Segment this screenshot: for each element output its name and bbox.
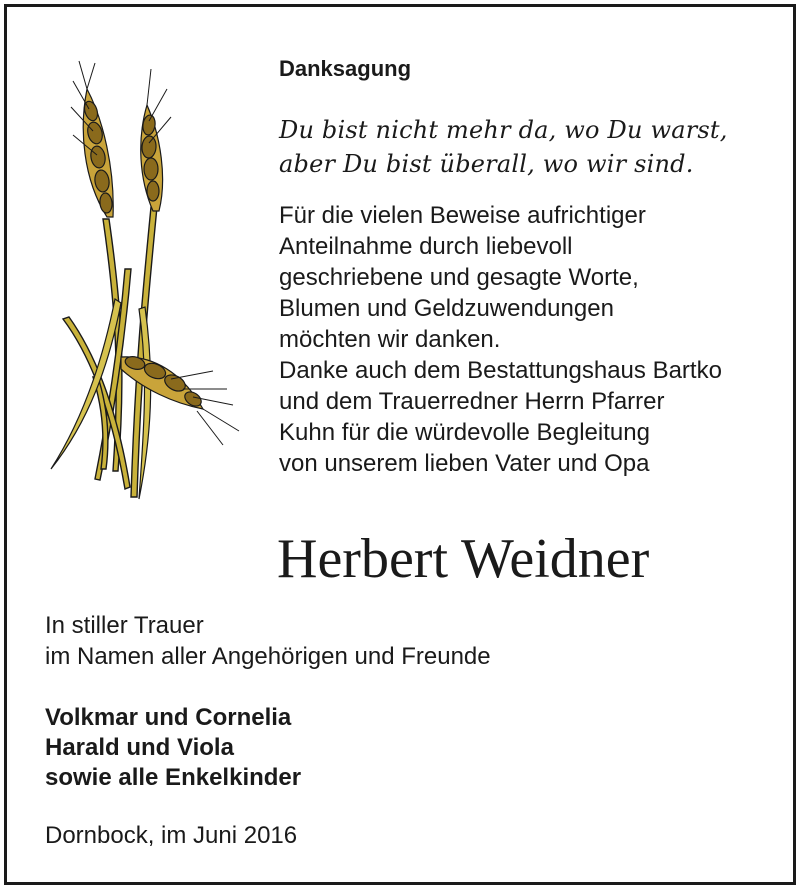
thanks-line: möchten wir danken. xyxy=(279,326,501,353)
mourning-line: In stiller Trauer xyxy=(45,612,204,639)
deceased-name: Herbert Weidner xyxy=(277,528,650,590)
thanks-line: und dem Trauerredner Herrn Pfarrer xyxy=(279,388,665,415)
obituary-notice xyxy=(4,4,796,885)
family-line: Harald und Viola xyxy=(45,734,234,761)
heading-danksagung: Danksagung xyxy=(279,56,412,81)
mourning-text xyxy=(45,610,491,672)
thanks-line: Blumen und Geldzuwendungen xyxy=(279,295,614,322)
thanks-line: Für die vielen Beweise aufrichtiger xyxy=(279,202,646,229)
thanks-line: von unserem lieben Vater und Opa xyxy=(279,450,650,477)
thanks-paragraph xyxy=(279,200,722,479)
thanks-line: Anteilnahme durch liebevoll xyxy=(279,233,573,260)
quote-line: Du bist nicht mehr da, wo Du warst, xyxy=(279,116,728,144)
quote-line: aber Du bist überall, wo wir sind. xyxy=(279,150,694,178)
thanks-line: Kuhn für die würdevolle Begleitung xyxy=(279,419,650,446)
thanks-line: geschriebene und gesagte Worte, xyxy=(279,264,639,291)
thanks-line: Danke auch dem Bestattungshaus Bartko xyxy=(279,357,722,384)
memorial-quote xyxy=(279,113,728,181)
family-line: Volkmar und Cornelia xyxy=(45,704,292,731)
family-line: sowie alle Enkelkinder xyxy=(45,764,302,791)
mourning-line: im Namen aller Angehörigen und Freunde xyxy=(45,643,491,670)
family-signatures xyxy=(45,703,301,793)
place-date: Dornbock, im Juni 2016 xyxy=(45,822,298,849)
wheat-ears-icon xyxy=(43,59,243,504)
